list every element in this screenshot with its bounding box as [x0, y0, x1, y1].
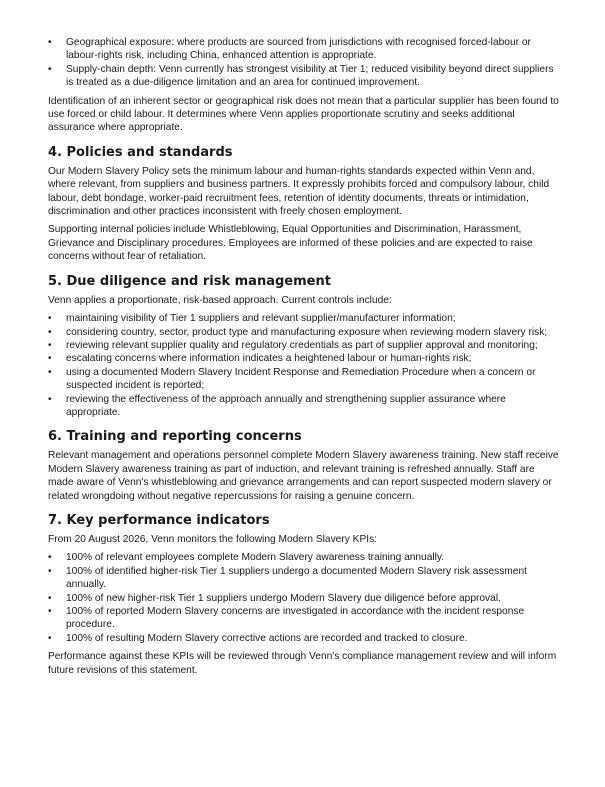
due-diligence-paragraph: Venn applies a proportionate, risk-based approach. Current controls include: [48, 294, 392, 306]
list-item-text: reviewing relevant supplier quality and regulatory credentials as part of supplier approval and monitoring; [66, 339, 538, 351]
list-item-text: Geographical exposure: where products are sourced from jurisdictions with recognised forced-labour or labour-rights risk, including China, enhanced attention is appropriate. [66, 37, 531, 62]
bullet-icon: • [48, 393, 52, 405]
list-item-text: maintaining visibility of Tier 1 suppliers and relevant supplier/manufacturer information; [66, 313, 456, 325]
section-heading-policies: 4. Policies and standards [48, 144, 233, 160]
bullet-icon: • [48, 37, 52, 48]
intro-bullet-list [48, 36, 560, 90]
training-paragraph: Relevant management and operations personnel complete Modern Slavery awareness training. New staff receive Modern Slavery awareness training as part of induction, and relevant training is refreshed annually. Staff are made aware of Venn's whistleblowing and grievance arrangements and can report suspected modern slavery or related wrongdoing without negative repercussions for raising a genuine concern. [48, 450, 559, 502]
list-item-text: 100% of identified higher-risk Tier 1 suppliers undergo a documented Modern Slavery risk assessment annually. [66, 565, 527, 591]
list-item [48, 36, 560, 63]
list-item [48, 605, 560, 632]
list-item [48, 312, 560, 325]
kpis-paragraph: From 20 August 2026, Venn monitors the following Modern Slavery KPIs: [48, 533, 378, 545]
document-page [48, 36, 560, 677]
section-heading-kpis: 7. Key performance indicators [48, 512, 270, 528]
policies-paragraph-1: Our Modern Slavery Policy sets the minimum labour and human-rights standards expected within Venn and, where relevant, from suppliers and business partners. It expressly prohibits forced and compulsory labour, child labour, debt bondage, worker-paid recruitment fees, retention of identity documents, threats or intimidation, discrimination and other practices inconsistent with freely chosen employment. [48, 165, 550, 218]
bullet-icon: • [48, 313, 52, 325]
bullet-icon: • [48, 63, 52, 75]
bullet-icon: • [48, 606, 52, 617]
policies-paragraph-2: Supporting internal policies include Whistleblowing, Equal Opportunities and Discrimination, Harassment, Grievance and Disciplinary procedures. Employees are informed of these policies and are expected to raise concerns without fear of retaliation. [48, 224, 533, 263]
list-item-text: 100% of reported Modern Slavery concerns are investigated in accordance with the incident response procedure. [66, 606, 525, 631]
list-item-text: using a documented Modern Slavery Incident Response and Remediation Procedure when a concern or suspected incident is reported; [66, 366, 536, 392]
list-item-text: Supply-chain depth: Venn currently has strongest visibility at Tier 1; reduced visibility beyond direct suppliers is treated as a due-diligence limitation and an area for continued improvement. [66, 63, 554, 89]
list-item [48, 352, 560, 365]
list-item [48, 551, 560, 564]
bullet-icon: • [48, 552, 52, 564]
kpis-closing-paragraph: Performance against these KPIs will be reviewed through Venn's compliance management review and will inform future revisions of this statement. [48, 651, 557, 676]
section-heading-due-diligence: 5. Due diligence and risk management [48, 273, 331, 289]
list-item [48, 339, 560, 352]
intro-paragraph: Identification of an inherent sector or geographical risk does not mean that a particular supplier has been found to use forced or child labour. It determines where Venn applies proportionate scrutiny and seeks additional assurance where appropriate. [48, 95, 559, 134]
list-item [48, 326, 560, 339]
list-item [48, 366, 560, 393]
kpi-bullet-list [48, 551, 560, 645]
list-item-text: reviewing the effectiveness of the approach annually and strengthening supplier assurance where appropriate. [66, 393, 506, 418]
bullet-icon: • [48, 592, 52, 604]
bullet-icon: • [48, 632, 52, 644]
list-item [48, 592, 560, 605]
list-item-text: considering country, sector, product type and manufacturing exposure when reviewing modern slavery risk; [66, 326, 548, 338]
list-item [48, 565, 560, 592]
list-item-text: 100% of new higher-risk Tier 1 suppliers undergo Modern Slavery due diligence before approval. [66, 592, 501, 604]
list-item [48, 632, 560, 645]
section-heading-training: 6. Training and reporting concerns [48, 429, 302, 445]
bullet-icon: • [48, 353, 52, 365]
due-diligence-bullet-list [48, 312, 560, 419]
list-item [48, 63, 560, 90]
list-item-text: 100% of resulting Modern Slavery corrective actions are recorded and tracked to closure. [66, 632, 468, 644]
list-item-text: 100% of relevant employees complete Modern Slavery awareness training annually. [66, 552, 445, 564]
list-item [48, 393, 560, 420]
bullet-icon: • [48, 366, 52, 378]
bullet-icon: • [48, 339, 52, 351]
list-item-text: escalating concerns where information indicates a heightened labour or human-rights risk; [66, 353, 472, 365]
bullet-icon: • [48, 326, 52, 338]
bullet-icon: • [48, 565, 52, 577]
